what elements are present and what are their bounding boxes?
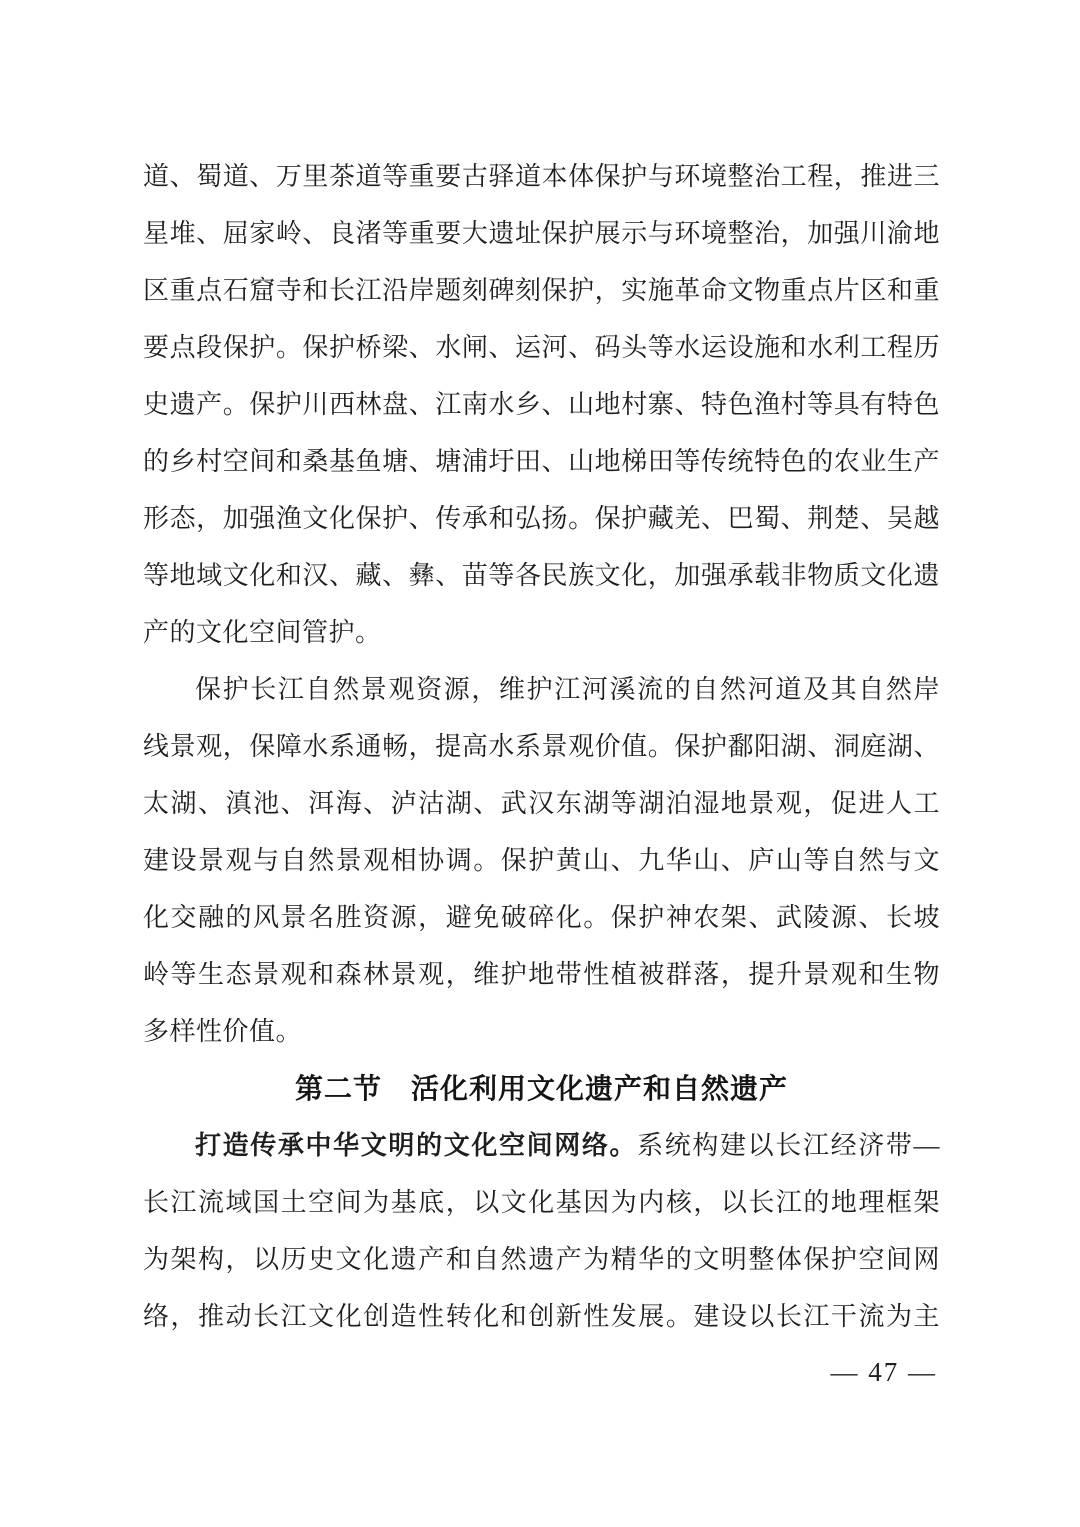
body-text: 系统构建以长江经济带— [637, 1131, 940, 1160]
body-text: 化交融的风景名胜资源，避免破碎化。保护神农架、武陵源、长坡 [143, 903, 940, 932]
body-text: 多样性价值。 [143, 1017, 303, 1046]
body-text: 的乡村空间和桑基鱼塘、塘浦圩田、山地梯田等传统特色的农业生产 [143, 447, 940, 476]
text-line [143, 547, 940, 604]
body-text: 络，推动长江文化创造性转化和创新性发展。建设以长江干流为主 [143, 1302, 940, 1331]
paragraph-1 [143, 148, 940, 661]
body-text: 太湖、滇池、洱海、泸沽湖、武汉东湖等湖泊湿地景观，促进人工 [143, 789, 940, 818]
text-line [143, 661, 940, 718]
page-number: — 47 — [830, 1357, 937, 1387]
text-line [143, 1117, 940, 1174]
body-text: 长江流域国土空间为基底，以文化基因为内核，以长江的地理框架 [143, 1188, 940, 1217]
body-text: 区重点石窟寺和长江沿岸题刻碑刻保护，实施革命文物重点片区和重 [143, 276, 940, 305]
text-line [143, 889, 940, 946]
text-line [143, 1174, 940, 1231]
text-line [143, 262, 940, 319]
paragraph-2 [143, 661, 940, 1060]
body-text: 等地域文化和汉、藏、彝、苗等各民族文化，加强承载非物质文化遗 [143, 561, 940, 590]
text-line [143, 1288, 940, 1345]
text-line [143, 775, 940, 832]
body-text: 建设景观与自然景观相协调。保护黄山、九华山、庐山等自然与文 [143, 846, 940, 875]
text-line [143, 376, 940, 433]
paragraph-3 [143, 1117, 940, 1345]
text-line [143, 1003, 940, 1060]
text-line [143, 433, 940, 490]
body-text: 史遗产。保护川西林盘、江南水乡、山地村寨、特色渔村等具有特色 [143, 390, 940, 419]
body-text: 星堆、屈家岭、良渚等重要大遗址保护展示与环境整治，加强川渝地 [143, 219, 940, 248]
text-line [143, 319, 940, 376]
text-line [143, 490, 940, 547]
text-line [143, 604, 940, 661]
text-line [143, 946, 940, 1003]
body-text: 保护长江自然景观资源，维护江河溪流的自然河道及其自然岸 [195, 675, 940, 704]
text-line [143, 205, 940, 262]
text-line [143, 832, 940, 889]
body-text: 为架构，以历史文化遗产和自然遗产为精华的文明整体保护空间网 [143, 1245, 940, 1274]
body-text: 道、蜀道、万里茶道等重要古驿道本体保护与环境整治工程，推进三 [143, 162, 940, 191]
body-text: 要点段保护。保护桥梁、水闸、运河、码头等水运设施和水利工程历 [143, 333, 940, 362]
text-line [143, 1231, 940, 1288]
body-text: 形态，加强渔文化保护、传承和弘扬。保护藏羌、巴蜀、荆楚、吴越 [143, 504, 940, 533]
bold-lead-text: 打造传承中华文明的文化空间网络。 [195, 1131, 638, 1160]
page-body [143, 148, 940, 1345]
section-heading: 第二节 活化利用文化遗产和自然遗产 [294, 1073, 788, 1104]
body-text: 线景观，保障水系通畅，提高水系景观价值。保护鄱阳湖、洞庭湖、 [143, 732, 940, 761]
body-text: 岭等生态景观和森林景观，维护地带性植被群落，提升景观和生物 [143, 960, 940, 989]
text-line [143, 148, 940, 205]
text-line [143, 718, 940, 775]
body-text: 产的文化空间管护。 [143, 618, 382, 647]
